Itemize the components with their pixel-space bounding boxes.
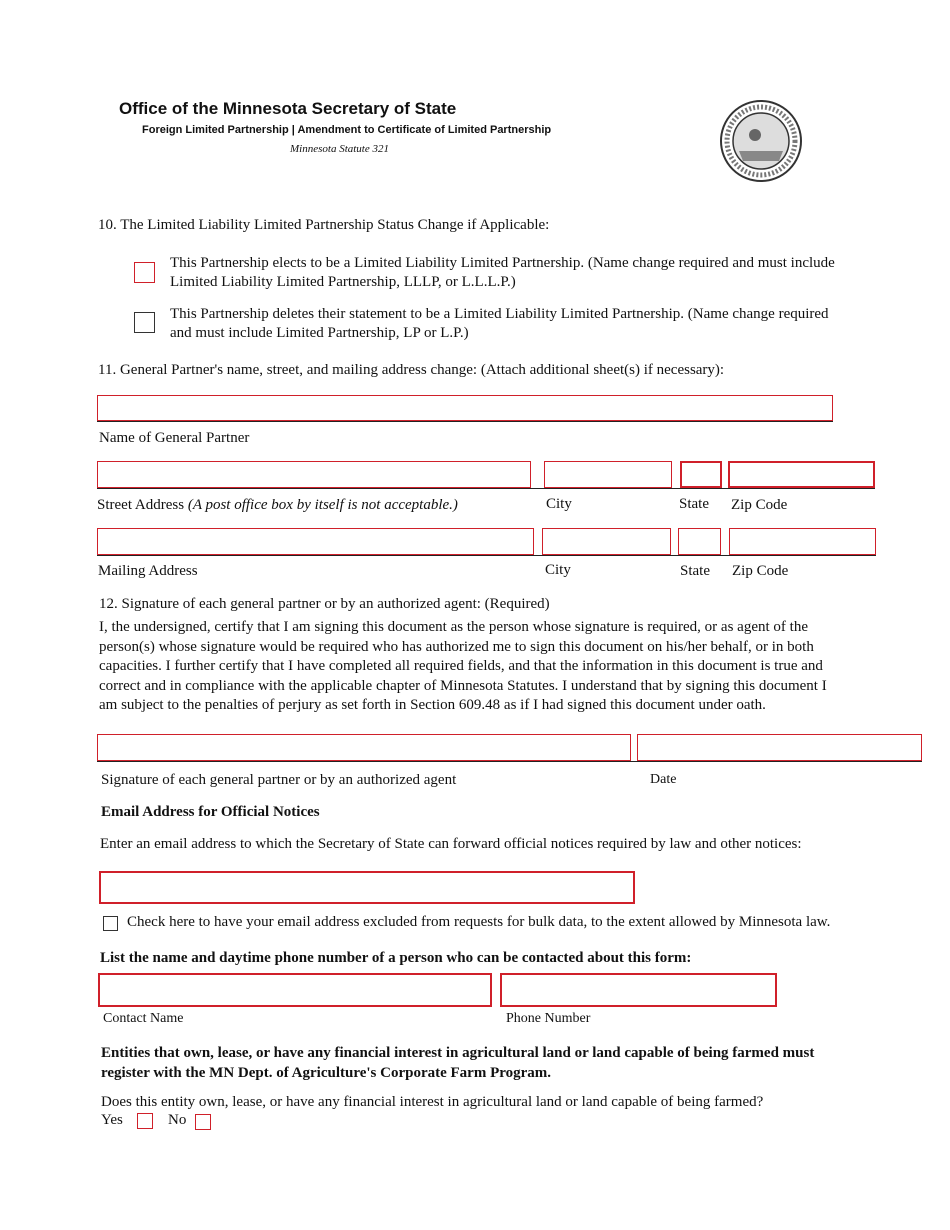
street-state-input[interactable] [680,461,722,488]
street-zip-input[interactable] [728,461,875,488]
page-title: Office of the Minnesota Secretary of State [119,99,457,118]
state-seal-icon [719,99,803,183]
elect-lllp-checkbox[interactable] [134,262,155,283]
exclude-email-checkbox[interactable] [103,916,118,931]
farm-heading: Entities that own, lease, or have any financial interest in agricultural land or land capable of being farmed must register with the MN Dept. of Agriculture's Corporate Farm Program. [101,1045,815,1081]
no-label: No [168,1112,187,1128]
q12-label: 12. Signature of each general partner or by an authorized agent: (Required) [99,596,550,612]
mailing-address-input[interactable] [97,528,534,555]
q11-label: 11. General Partner's name, street, and mailing address change: (Attach additional sheet(s) if necessary): [98,362,725,378]
mailing-state-input[interactable] [678,528,721,555]
date-input[interactable] [637,734,922,761]
farm-no-checkbox[interactable] [195,1114,211,1130]
name-label: Name of General Partner [99,430,250,446]
certification-paragraph: I, the undersigned, certify that I am signing this document as the person whose signature is required, or as agent of the person(s) whose signature would be required who has authorized me to sign this document on his/her behalf, or in both capacities. I further certify that I have completed all required fields, and that the information in this document is true and correct and in compliance with the applicable chapter of Minnesota Statutes. I understand that by signing this document I am subject to the penalties of perjury as set forth in Section 609.48 as if I had signed this document under oath. [99,619,827,713]
q10-label: 10. The Limited Liability Limited Partnership Status Change if Applicable: [98,217,550,233]
email-instruction: Enter an email address to which the Secretary of State can forward official notices required by law and other notices: [100,836,802,852]
signature-input[interactable] [97,734,631,761]
mailing-city-label: City [545,562,571,578]
delete-lllp-text: This Partnership deletes their statement to be a Limited Liability Limited Partnership. (Name change required and must include Limited Partnership, LP or L.P.) [170,306,829,341]
contact-name-label: Contact Name [103,1011,184,1026]
zip-label: Zip Code [731,497,788,513]
email-input[interactable] [99,871,635,904]
farm-question: Does this entity own, lease, or have any financial interest in agricultural land or land capable of being farmed? [101,1094,764,1110]
contact-name-input[interactable] [98,973,492,1007]
street-address-input[interactable] [97,461,531,488]
elect-lllp-text: This Partnership elects to be a Limited Liability Limited Partnership. (Name change required and must include Limited Liability Limited Partnership, LLLP, or L.L.L.P.) [170,255,835,290]
phone-number-label: Phone Number [506,1011,591,1026]
phone-number-input[interactable] [500,973,777,1007]
mailing-label: Mailing Address [98,563,198,579]
street-city-input[interactable] [544,461,672,488]
mailing-zip-input[interactable] [729,528,876,555]
yes-label: Yes [101,1112,123,1128]
city-label: City [546,496,572,512]
form-subtitle: Foreign Limited Partnership | Amendment to Certificate of Limited Partnership [142,124,552,136]
exclude-email-label: Check here to have your email address excluded from requests for bulk data, to the extent allowed by Minnesota law. [127,914,831,930]
email-heading: Email Address for Official Notices [101,804,320,820]
farm-yes-checkbox[interactable] [137,1113,153,1129]
signature-label: Signature of each general partner or by an authorized agent [101,772,457,788]
statute-reference: Minnesota Statute 321 [290,143,389,155]
mailing-city-input[interactable] [542,528,671,555]
delete-lllp-checkbox[interactable] [134,312,155,333]
mailing-zip-label: Zip Code [732,563,789,579]
state-label: State [679,496,709,512]
mailing-state-label: State [680,563,710,579]
contact-heading: List the name and daytime phone number of a person who can be contacted about this form: [100,950,692,966]
street-label: Street Address (A post office box by itself is not acceptable.) [97,497,458,513]
general-partner-name-input[interactable] [97,395,833,421]
date-label: Date [650,772,677,787]
